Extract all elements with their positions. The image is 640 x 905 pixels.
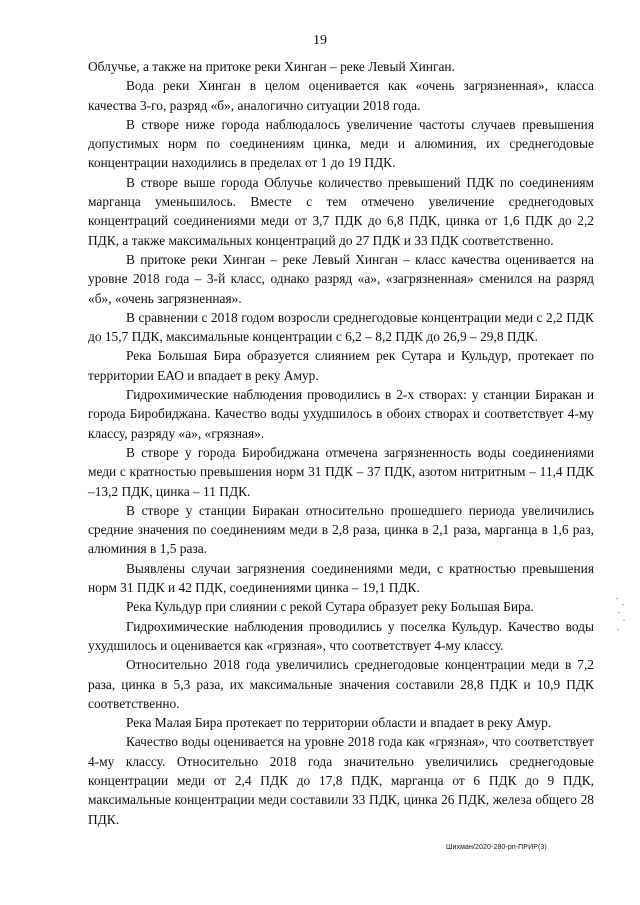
paragraph: В створе выше города Облучье количество превышений ПДК по соединениям марганца уменьшилось. Вместе с тем отмечено увеличение среднегодовых концентраций соединениями меди от 3,7 ПДК до 6,8 ПДК, цинка от 1,6 ПДК до 2,2 ПДК, а также максимальных концентраций до 27 ПДК и 33 ПДК соответственно. [88, 174, 594, 248]
paragraph: Облучье, а также на притоке реки Хинган – реке Левый Хинган. [88, 59, 455, 74]
paragraph: Качество воды оценивается на уровне 2018 года как «грязная», что соответствует 4-му классу. Относительно 2018 года значительно увеличились среднегодовые концентрации меди от 2,4 ПДК до 17,8 ПДК, марганца от 6 ПДК до 9 ПДК, максимальные концентрации меди составили 33 ПДК, цинка 26 ПДК, железа общего 28 ПДК. [88, 734, 594, 827]
page-number: 19 [313, 33, 327, 48]
paragraph: Река Большая Бира образуется слиянием рек Сутара и Кульдур, протекает по территории ЕАО и впадает в реку Амур. [88, 348, 594, 383]
paragraph: Относительно 2018 года увеличились среднегодовые концентрации меди в 7,2 раза, цинка в 5,3 раза, их максимальные значения составили 28,8 ПДК и 10,9 ПДК соответственно. [88, 657, 594, 711]
paragraph: Гидрохимические наблюдения проводились у поселка Кульдур. Качество воды ухудшилось и оценивается как «грязная», что соответствует 4-му классу. [88, 618, 594, 653]
document-body [88, 57, 594, 829]
paragraph: В притоке реки Хинган – реке Левый Хинган – класс качества оценивается на уровне 2018 года – 3-й класс, однако разряд «а», «загрязненная» сменился на разряд «б», «очень загрязненная». [88, 251, 594, 306]
document-registration-code: Шихман/2020-280-рп-ПРИР(3) [446, 844, 547, 851]
paragraph: Гидрохимические наблюдения проводились в 2-х створах: у станции Биракан и города Биробиджана. Качество воды ухудшилось в обоих створах и соответствует 4-му классу, разряду «а», «грязная». [88, 387, 594, 441]
paragraph: В створе ниже города наблюдалось увеличение частоты случаев превышения допустимых норм по соединениям цинка, меди и алюминия, их среднегодовые концентрации находились в пределах от 1 до 19 ПДК. [88, 116, 594, 171]
scan-artifact [614, 598, 626, 638]
paragraph: В створе у станции Биракан относительно прошедшего периода увеличились средние значения по соединениям меди в 2,8 раза, цинка в 2,1 раза, марганца в 1,6 раз, алюминия в 1,5 раза. [88, 502, 594, 557]
paragraph: В створе у города Биробиджана отмечена загрязненность воды соединениями меди с кратностью превышения норм 31 ПДК – 37 ПДК, азотом нитритным – 11,4 ПДК –13,2 ПДК, цинка – 11 ПДК. [88, 444, 594, 499]
paragraph: Река Кульдур при слиянии с рекой Сутара образует реку Большая Бира. [126, 599, 534, 615]
paragraph: В сравнении с 2018 годом возросли среднегодовые концентрации меди с 2,2 ПДК до 15,7 ПДК, максимальные концентрации с 6,2 – 8,2 ПДК до 26,9 – 29,8 ПДК. [88, 309, 594, 345]
paragraph: Выявлены случаи загрязнения соединениями меди, с кратностью превышения норм 31 ПДК и 42 ПДК, соединениями цинка – 19,1 ПДК. [88, 560, 594, 596]
paragraph: Вода реки Хинган в целом оценивается как «очень загрязненная», класса качества 3-го, разряд «б», аналогично ситуации 2018 года. [88, 78, 594, 113]
paragraph: Река Малая Бира протекает по территории области и впадает в реку Амур. [126, 715, 552, 731]
